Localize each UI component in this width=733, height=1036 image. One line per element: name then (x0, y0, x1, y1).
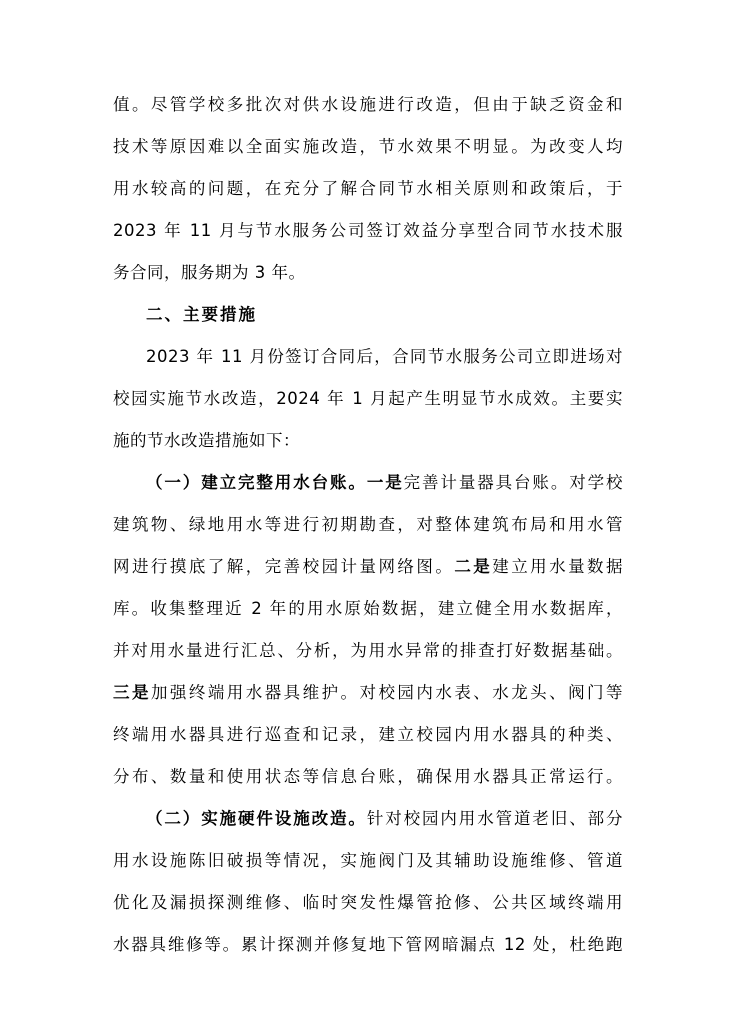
paragraph-line: 用水设施陈旧破损等情况，实施阀门及其辅助设施维修、管道 (113, 851, 623, 870)
item-text: 网进行摸底了解，完善校园计量网络图。 (113, 557, 455, 576)
item-line (113, 673, 623, 713)
paragraph-line: 值。尽管学校多批次对供水设施进行改造，但由于缺乏资金和 (113, 95, 623, 114)
paragraph-line: 并对用水量进行汇总、分析，为用水异常的排查打好数据基础。 (113, 641, 623, 660)
item-title: （二）实施硬件设施改造。 (146, 809, 367, 828)
item-line (113, 547, 623, 587)
paragraph-line: 分布、数量和使用状态等信息台账，确保用水器具正常运行。 (113, 767, 623, 786)
paragraph-line: 2023 年 11 月与节水服务公司签订效益分享型合同节水技术服 (113, 221, 623, 240)
item-lead: 一是 (366, 473, 404, 492)
paragraph-line: 终端用水器具进行巡查和记录，建立校园内用水器具的种类、 (113, 725, 623, 744)
paragraph-line: 2023 年 11 月份签订合同后，合同节水服务公司立即进场对 (146, 347, 623, 366)
paragraph-line: 技术等原因难以全面实施改造，节水效果不明显。为改变人均 (113, 137, 623, 156)
paragraph-line: 建筑物、绿地用水等进行初期勘查，对整体建筑布局和用水管 (113, 515, 623, 534)
paragraph-line: 优化及漏损探测维修、临时突发性爆管抢修、公共区域终端用 (113, 893, 623, 912)
item-text: 针对校园内用水管道老旧、部分 (366, 809, 624, 828)
item-lead: 二是 (454, 557, 493, 576)
paragraph-line: 施的节水改造措施如下： (113, 431, 300, 450)
paragraph-line: 库。收集整理近 2 年的用水原始数据，建立健全用水数据库， (113, 599, 623, 618)
item-line (146, 463, 623, 503)
paragraph-line: 校园实施节水改造，2024 年 1 月起产生明显节水成效。主要实 (113, 389, 623, 408)
item-title: （一）建立完整用水台账。 (146, 473, 367, 492)
item-text: 完善计量器具台账。对学校 (403, 473, 624, 492)
item-lead: 三是 (113, 683, 151, 702)
section-heading: 二、主要措施 (146, 305, 257, 324)
item-text: 加强终端用水器具维护。对校园内水表、水龙头、阀门等 (150, 683, 624, 702)
item-line (146, 799, 623, 839)
paragraph-line: 务合同，服务期为 3 年。 (113, 263, 306, 282)
paragraph-line: 用水较高的问题，在充分了解合同节水相关原则和政策后，于 (113, 179, 623, 198)
item-text: 建立用水量数据 (492, 557, 624, 576)
paragraph-line: 水器具维修等。累计探测并修复地下管网暗漏点 12 处，杜绝跑 (113, 935, 623, 954)
